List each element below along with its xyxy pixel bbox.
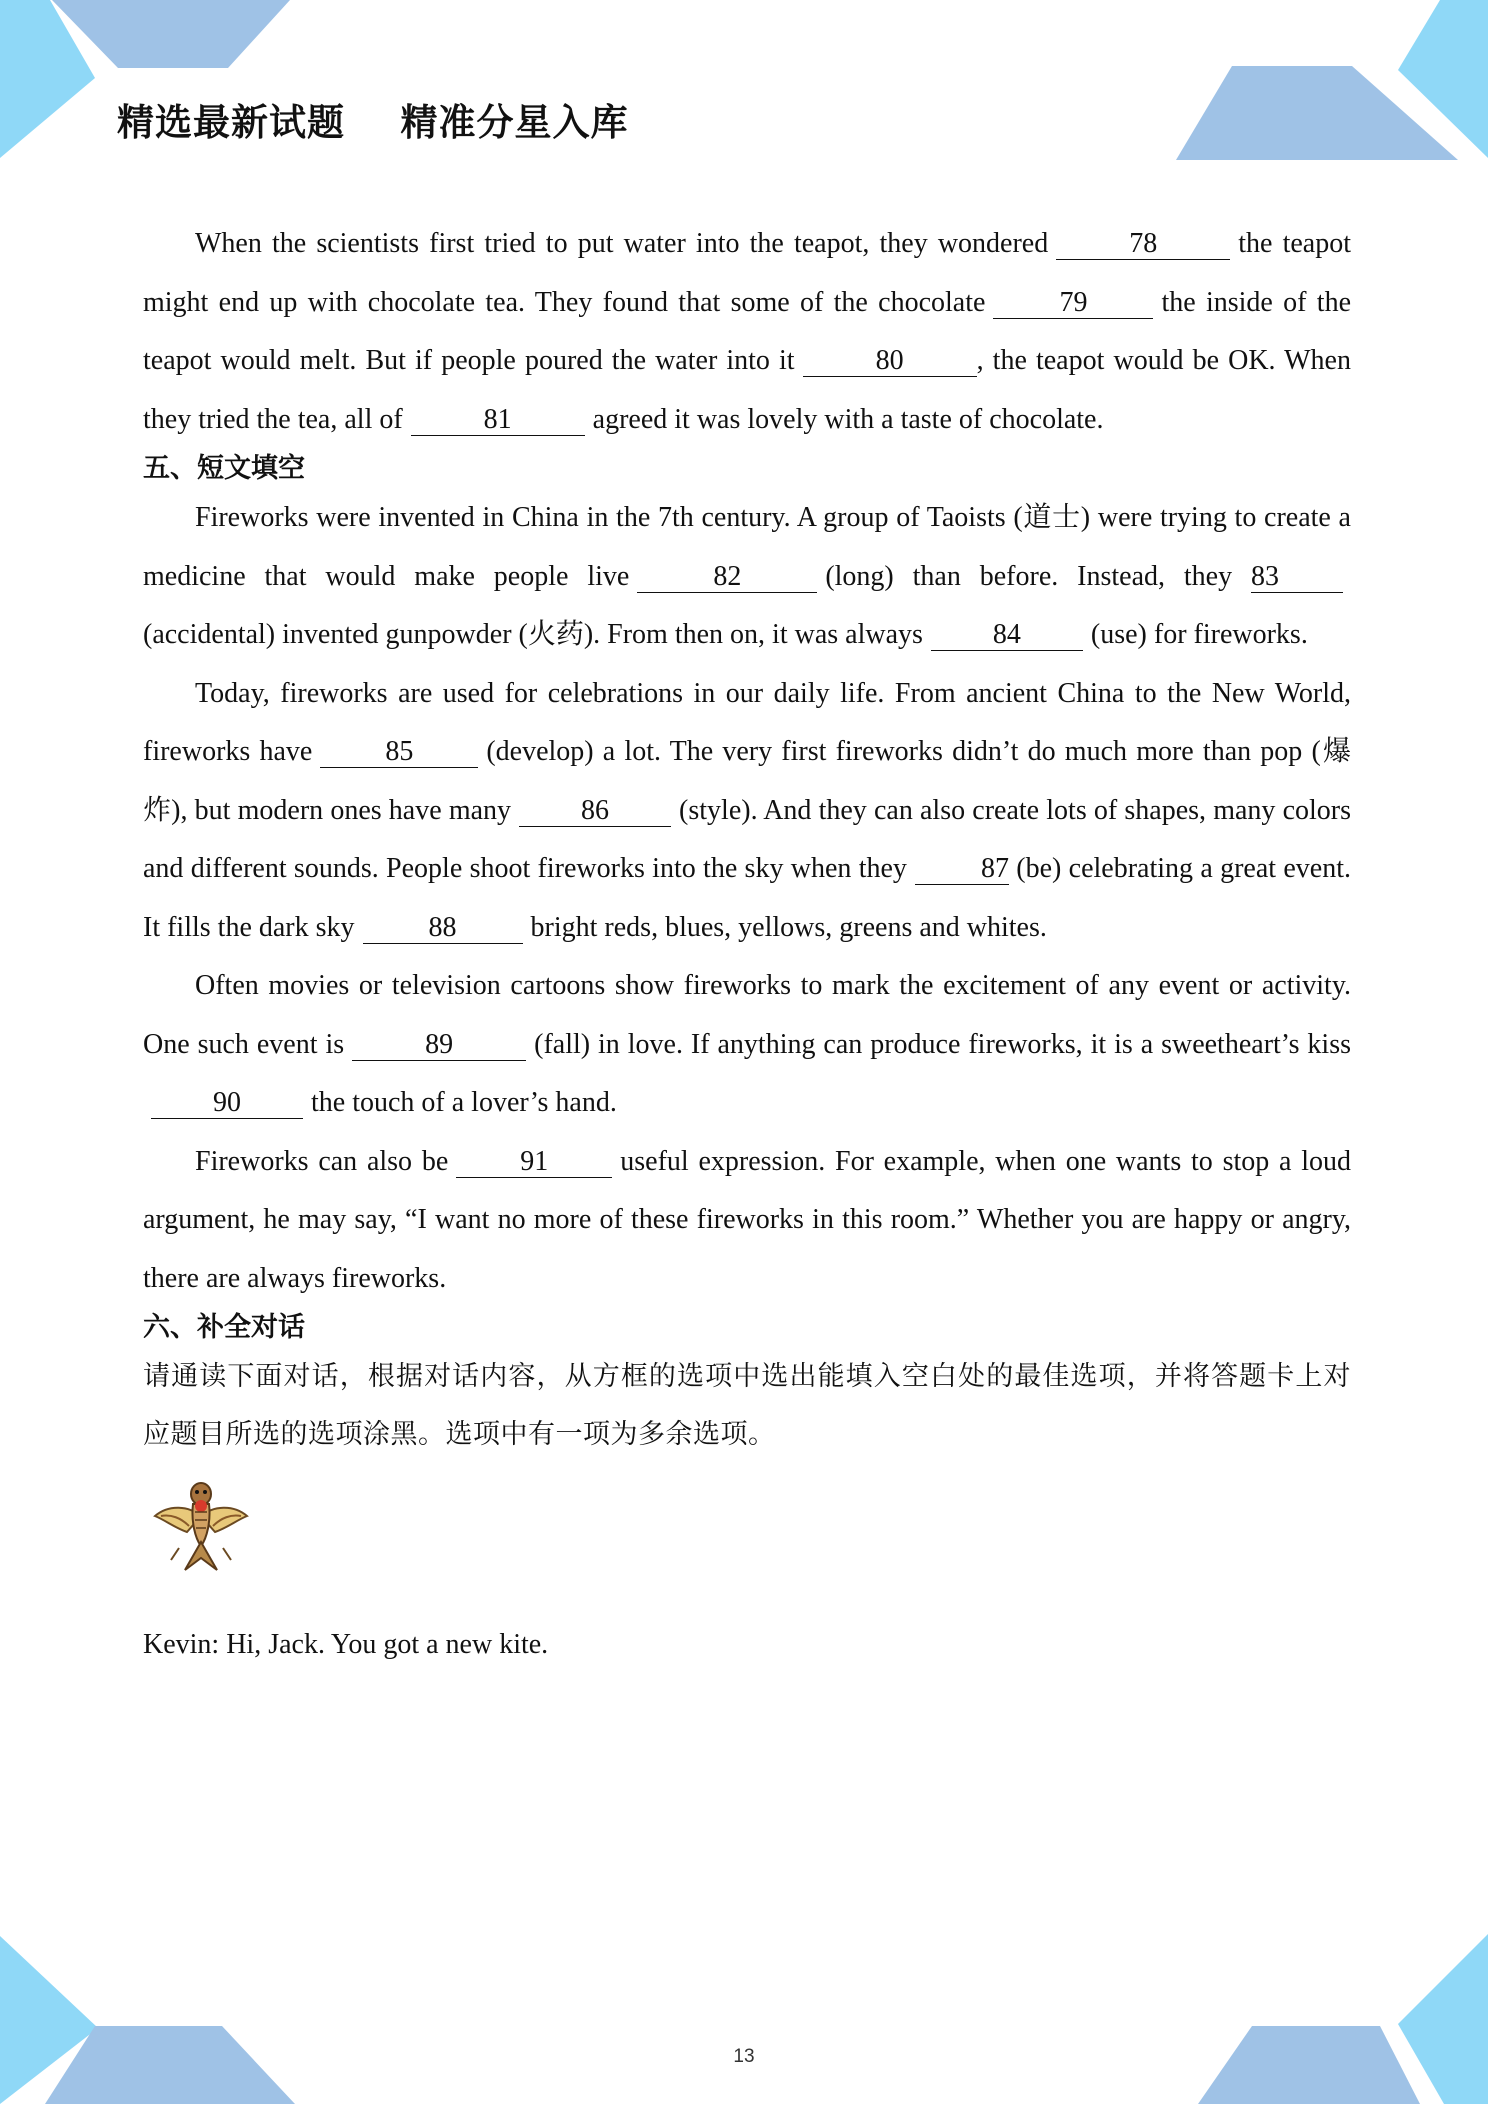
blank-84: 84 bbox=[931, 620, 1083, 651]
blank-89: 89 bbox=[352, 1030, 526, 1061]
kite-illustration bbox=[143, 1464, 1351, 1616]
text-run: (be) celebrating a great event. It fills the dark sky bbox=[143, 853, 1351, 943]
kite-icon bbox=[151, 1476, 251, 1576]
passage-paragraph bbox=[143, 665, 1351, 958]
blank-87: 87 bbox=[915, 854, 1009, 885]
blank-88: 88 bbox=[363, 913, 523, 944]
text-run: (fall) in love. If anything can produce fireworks, it is a sweetheart’s kiss bbox=[534, 1028, 1351, 1060]
text-run: (accidental) invented gunpowder (火药). From then on, it was always bbox=[143, 619, 923, 650]
blank-90: 90 bbox=[151, 1088, 303, 1119]
section-heading-6: 六、补全对话 bbox=[143, 1312, 305, 1343]
text-run: Fireworks were invented in China in the 7th century. A group of Taoists (道士) were trying to create a medicine that would make people live bbox=[143, 502, 1351, 592]
blank-82: 82 bbox=[637, 562, 817, 593]
text-run: (style). And they can also create lots of shapes, many colors and different sounds. People shoot fireworks into the sky when they bbox=[143, 794, 1351, 884]
text-run: Today, fireworks are used for celebrations in our daily life. From ancient China to the New World, fireworks have bbox=[143, 677, 1351, 767]
text-run: When the scientists first tried to put water into the teapot, they wondered bbox=[195, 228, 1049, 259]
passage-paragraph bbox=[143, 215, 1351, 449]
passage-paragraph bbox=[143, 957, 1351, 1133]
blank-80: 80 bbox=[803, 346, 977, 377]
blank-85: 85 bbox=[320, 737, 478, 768]
blank-86: 86 bbox=[519, 796, 671, 827]
blank-78: 78 bbox=[1056, 229, 1230, 260]
text-run: agreed it was lovely with a taste of chocolate. bbox=[592, 403, 1104, 435]
text-run: (develop) a lot. The very first fireworks didn’t do much more than pop (爆炸), but modern ones have many bbox=[143, 736, 1351, 826]
text-run: the touch of a lover’s hand. bbox=[311, 1087, 617, 1118]
text-run: (use) for fireworks. bbox=[1090, 619, 1308, 650]
text-run: the teapot might end up with chocolate tea. They found that some of the chocolate bbox=[143, 228, 1352, 318]
blank-79: 79 bbox=[993, 288, 1153, 319]
dialogue-line: Kevin: Hi, Jack. You got a new kite. bbox=[143, 1629, 549, 1660]
passage-paragraph bbox=[143, 489, 1351, 665]
text-run: the inside of the teapot would melt. But if people poured the water into it bbox=[143, 286, 1351, 376]
blank-81: 81 bbox=[411, 405, 585, 436]
text-run: (long) than before. Instead, they bbox=[825, 560, 1233, 592]
page-number: 13 bbox=[733, 2046, 755, 2067]
top-left-trapezoid bbox=[52, 0, 290, 68]
document-body bbox=[143, 215, 1351, 1674]
text-run: Often movies or television cartoons show fireworks to mark the excitement of any event or activity. One such event is bbox=[143, 970, 1351, 1060]
section-instruction: 请通读下面对话，根据对话内容，从方框的选项中选出能填入空白处的最佳选项，并将答题卡上对应题目所选的选项涂黑。选项中有一项为多余选项。 bbox=[143, 1361, 1351, 1450]
text-run: useful expression. For example, when one wants to stop a loud argument, he may say, “I want no more of these fireworks in this room.” Whether you are happy or angry, there are always fireworks. bbox=[143, 1145, 1351, 1294]
section-heading-5: 五、短文填空 bbox=[143, 453, 305, 484]
header-title: 精选最新试题 精准分星入库 bbox=[117, 101, 629, 144]
blank-91: 91 bbox=[456, 1147, 612, 1178]
bottom-right-triangle bbox=[1398, 1934, 1488, 2104]
passage-paragraph bbox=[143, 1133, 1351, 1309]
text-run: bright reds, blues, yellows, greens and whites. bbox=[530, 911, 1047, 943]
text-run: Fireworks can also be bbox=[195, 1145, 449, 1177]
blank-83: 83 bbox=[1251, 562, 1343, 593]
text-run: , the teapot would be OK. When they tried the tea, all of bbox=[143, 345, 1351, 435]
